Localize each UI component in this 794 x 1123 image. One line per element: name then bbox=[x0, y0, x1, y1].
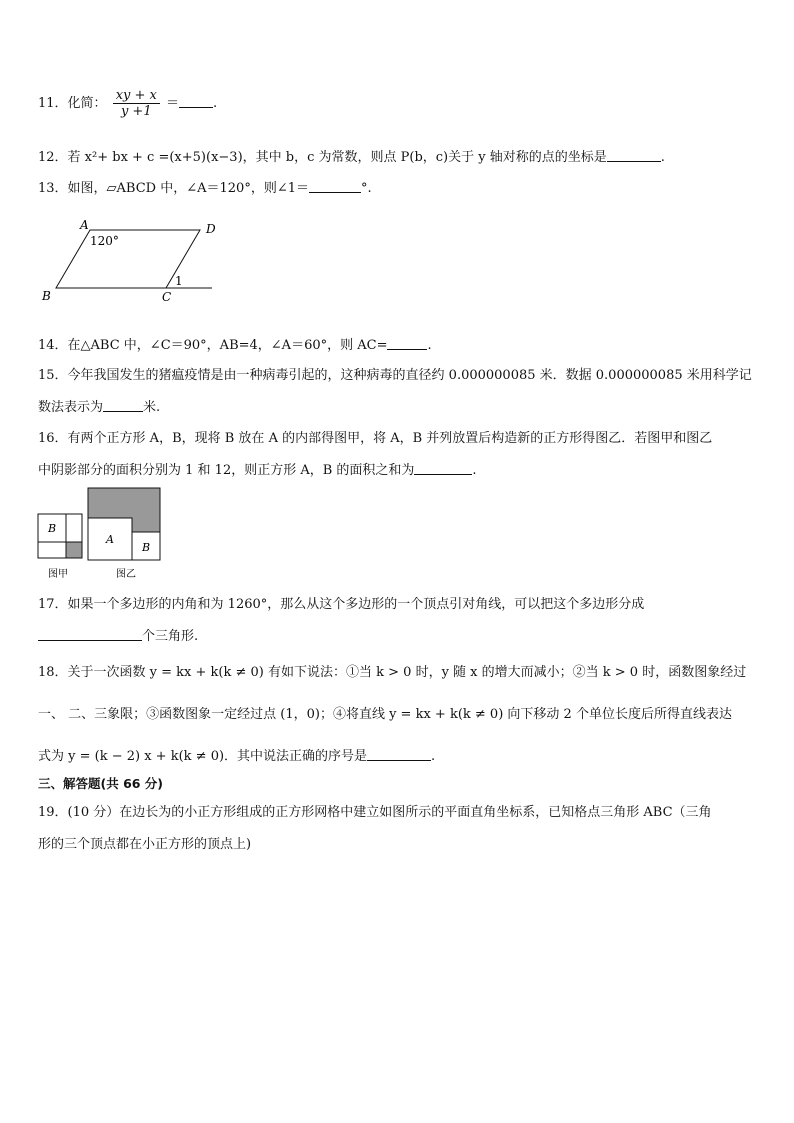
q11-denominator: y +1 bbox=[120, 104, 152, 119]
q15-line2-text: 数法表示为 bbox=[38, 400, 104, 415]
q12 bbox=[38, 146, 665, 165]
section-heading: 三、解答题(共 66 分) bbox=[38, 776, 164, 791]
q18-answer-blank bbox=[367, 748, 431, 761]
fig-jia-shaded bbox=[66, 542, 82, 558]
q18-line1: 18．关于一次函数 y = kx + k(k ≠ 0) 有如下说法：①当 k > 0 时，y 随 x 的增大而减小；②当 k > 0 时，函数图象经过 bbox=[38, 665, 747, 680]
angle-a-label: 120° bbox=[90, 234, 119, 248]
q13-answer-blank bbox=[309, 180, 361, 193]
q15-line1: 15．今年我国发生的猪瘟疫情是由一种病毒引起的，这种病毒的直径约 0.000000085 米．数据 0.000000085 米用科学记 bbox=[38, 368, 752, 383]
q13-text: 13．如图，▱ABCD 中，∠A＝120°，则∠1＝ bbox=[38, 181, 309, 196]
q17-answer-blank bbox=[38, 628, 142, 641]
q16-answer-blank bbox=[414, 462, 472, 475]
q16-line2 bbox=[38, 459, 477, 478]
q18-line3-text: 式为 y = (k − 2) x + k(k ≠ 0)．其中说法正确的序号是 bbox=[38, 749, 368, 764]
q17-line2-text: 个三角形. bbox=[142, 629, 199, 644]
label-b: B bbox=[42, 289, 51, 303]
q13-suffix: °. bbox=[360, 181, 372, 196]
label-a: A bbox=[80, 218, 89, 232]
q11-prefix: 11．化简： bbox=[38, 96, 107, 111]
q11-answer-blank bbox=[179, 95, 213, 108]
squares-figure bbox=[36, 486, 166, 584]
q11-dot: . bbox=[213, 96, 218, 111]
label-c: C bbox=[162, 290, 172, 304]
q17-line1: 17．如果一个多边形的内角和为 1260°，那么从这个多边形的一个顶点引对角线，可以把这个多边形分成 bbox=[38, 597, 645, 612]
q19-line2: 形的三个顶点都在小正方形的顶点上) bbox=[38, 837, 252, 852]
q18-dot: . bbox=[431, 749, 436, 764]
q14 bbox=[38, 334, 432, 353]
fig-yi-label-b: B bbox=[142, 541, 151, 554]
angle-1-label: 1 bbox=[175, 274, 183, 288]
q14-answer-blank bbox=[387, 337, 427, 350]
q11-fraction bbox=[113, 88, 160, 119]
fig-jia-label-b: B bbox=[48, 522, 57, 535]
q17-line2 bbox=[38, 625, 198, 644]
q18-line3 bbox=[38, 745, 435, 764]
q16-line2-text: 中阴影部分的面积分别为 1 和 12，则正方形 A，B 的面积之和为 bbox=[38, 463, 415, 478]
q11 bbox=[38, 88, 217, 119]
q13 bbox=[38, 177, 372, 196]
parallelogram-figure bbox=[36, 214, 226, 306]
q18-line2: 一、 二、三象限；③函数图象一定经过点 (1，0)；④将直线 y = kx + k(k ≠ 0) 向下移动 2 个单位长度后所得直线表达 bbox=[38, 707, 732, 722]
label-d: D bbox=[206, 222, 216, 236]
fig-yi-caption: 图乙 bbox=[116, 569, 136, 580]
q14-text: 14．在△ABC 中，∠C＝90°，AB=4，∠A＝60°，则 AC= bbox=[38, 338, 388, 353]
fig-yi-label-a: A bbox=[106, 533, 114, 546]
q15-unit: 米. bbox=[143, 400, 161, 415]
q16-line1: 16．有两个正方形 A，B，现将 B 放在 A 的内部得图甲，将 A，B 并列放置后构造新的正方形得图乙．若图甲和图乙 bbox=[38, 431, 713, 446]
q15-answer-blank bbox=[103, 399, 143, 412]
q12-dot: . bbox=[660, 150, 665, 165]
q15-line2 bbox=[38, 396, 160, 415]
q12-text: 12．若 x²+ bx + c =(x+5)(x−3)，其中 b，c 为常数，则点 P(b，c)关于 y 轴对称的点的坐标是 bbox=[38, 150, 607, 165]
q12-answer-blank bbox=[607, 149, 661, 162]
q14-dot: . bbox=[427, 338, 432, 353]
fig-jia-caption: 图甲 bbox=[48, 569, 68, 580]
q16-dot: . bbox=[472, 463, 477, 478]
q11-numerator: xy + x bbox=[113, 88, 160, 104]
q19-line1: 19．(10 分）在边长为的小正方形组成的正方形网格中建立如图所示的平面直角坐标系，已知格点三角形 ABC（三角 bbox=[38, 805, 712, 820]
q11-equals: ＝ bbox=[166, 96, 180, 111]
